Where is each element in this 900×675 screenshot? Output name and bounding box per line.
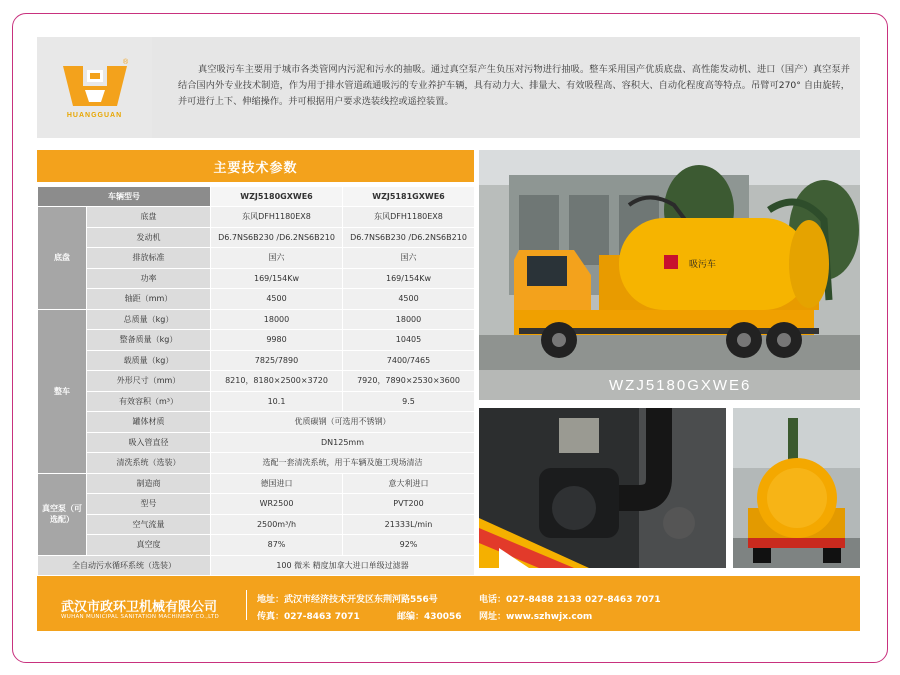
- rear-illustration: [733, 408, 860, 568]
- row-value-2: 7920，7890×2530×3600: [343, 371, 475, 392]
- spec-table: [37, 186, 475, 576]
- truck-illustration: [479, 150, 860, 400]
- row-label: 制造商: [87, 473, 211, 494]
- model-caption: WZJ5180GXWE6: [479, 370, 860, 400]
- row-label: 全自动污水循环系统（选装）: [38, 555, 211, 576]
- row-label: 外形尺寸（mm）: [87, 371, 211, 392]
- table-row: [38, 330, 475, 351]
- header-model-1: WZJ5180GXWE6: [211, 187, 343, 207]
- group-pump: [38, 473, 87, 555]
- logo-text: HUANGGUAN: [66, 112, 123, 119]
- row-value-1: 德国进口: [211, 473, 343, 494]
- row-label: 整备质量（kg）: [87, 330, 211, 351]
- row-value-1: 18000: [211, 309, 343, 330]
- row-label: 底盘: [87, 207, 211, 228]
- tank-label: 吸污车: [689, 260, 717, 270]
- table-row: [38, 494, 475, 515]
- row-value-1: 2500m³/h: [211, 514, 343, 535]
- row-label: 发动机: [87, 227, 211, 248]
- brand-logo: [37, 37, 152, 138]
- rear-photo: [733, 408, 860, 568]
- intro-paragraph: 真空吸污车主要用于城市各类管网内污泥和污水的抽吸。通过真空泵产生负压对污物进行抽吸。整车采用国产优质底盘、高性能发动机、进口（国产）真空泵并结合国内外专业技术制造，作为用于排水管道疏通吸污的专业养护车辆，具有动力大、排量大、有效吸程高、容积大、自动化程度高等特点。吊臂可270° 自由旋转，并可进行上下、伸缩操作。并可根据用户要求选装线控或遥控装置。: [178, 64, 850, 107]
- table-row: [38, 514, 475, 535]
- header-model-2: WZJ5181GXWE6: [343, 187, 475, 207]
- table-row: [38, 309, 475, 330]
- row-value-1: WR2500: [211, 494, 343, 515]
- table-row: [38, 248, 475, 269]
- table-header-row: [38, 187, 475, 207]
- row-label: 清洗系统（选装）: [87, 453, 211, 474]
- row-value-1: D6.7NS6B230 /D6.2NS6B210: [211, 227, 343, 248]
- row-value-2: 国六: [343, 248, 475, 269]
- table-row: [38, 473, 475, 494]
- row-value-2: 92%: [343, 535, 475, 556]
- table-row: [38, 371, 475, 392]
- header-label: 车辆型号: [38, 187, 211, 207]
- table-row: [38, 268, 475, 289]
- row-label: 排放标准: [87, 248, 211, 269]
- row-value-2: 7400/7465: [343, 350, 475, 371]
- row-label: 罐体材质: [87, 412, 211, 433]
- footer-website: 网址：www.szhwjx.com: [479, 612, 593, 622]
- crown-logo-icon: [57, 56, 133, 110]
- truck-photo: [479, 150, 860, 400]
- row-value-1: 国六: [211, 248, 343, 269]
- pump-illustration: [479, 408, 726, 568]
- company-name-en: WUHAN MUNICIPAL SANITATION MACHINERY CO.,LTD: [61, 614, 219, 620]
- row-value-1: 87%: [211, 535, 343, 556]
- footer-bar: [37, 576, 860, 631]
- row-label: 真空度: [87, 535, 211, 556]
- row-value-1: 东风DFH1180EX8: [211, 207, 343, 228]
- row-label: 载质量（kg）: [87, 350, 211, 371]
- row-label: 空气流量: [87, 514, 211, 535]
- table-row: [38, 350, 475, 371]
- footer-postcode: 邮编：430056: [397, 612, 462, 622]
- row-value-2: PVT200: [343, 494, 475, 515]
- row-value-2: 169/154Kw: [343, 268, 475, 289]
- row-label: 型号: [87, 494, 211, 515]
- company-name: 武汉市政环卫机械有限公司: [61, 600, 218, 615]
- row-value-2: D6.7NS6B230 /D6.2NS6B210: [343, 227, 475, 248]
- row-value-2: 东风DFH1180EX8: [343, 207, 475, 228]
- registered-mark: ®: [122, 59, 128, 66]
- table-row: [38, 412, 475, 433]
- row-value-merged: 100 微米 精度加拿大进口单级过滤器: [211, 555, 475, 576]
- row-value-2: 18000: [343, 309, 475, 330]
- row-value-merged: DN125mm: [211, 432, 475, 453]
- row-value-2: 意大利进口: [343, 473, 475, 494]
- row-value-1: 169/154Kw: [211, 268, 343, 289]
- row-value-1: 8210，8180×2500×3720: [211, 371, 343, 392]
- table-row: [38, 555, 475, 576]
- table-row: [38, 289, 475, 310]
- group-pump-label: 真空泵（可选配）: [42, 504, 82, 524]
- row-label: 有效容积（m³）: [87, 391, 211, 412]
- row-value-2: 9.5: [343, 391, 475, 412]
- footer-phone: 电话：027-8488 2133 027-8463 7071: [479, 595, 661, 605]
- group-vehicle: 整车: [38, 309, 87, 473]
- table-row: [38, 453, 475, 474]
- pump-photo: [479, 408, 726, 568]
- row-value-2: 21333L/min: [343, 514, 475, 535]
- row-value-1: 10.1: [211, 391, 343, 412]
- row-value-1: 7825/7890: [211, 350, 343, 371]
- row-label: 功率: [87, 268, 211, 289]
- row-label: 吸入管直径: [87, 432, 211, 453]
- row-value-merged: 选配一套清洗系统，用于车辆及施工现场清洁: [211, 453, 475, 474]
- table-row: [38, 227, 475, 248]
- row-value-2: 10405: [343, 330, 475, 351]
- row-value-2: 4500: [343, 289, 475, 310]
- table-row: [38, 207, 475, 228]
- table-title: 主要技术参数: [37, 150, 474, 182]
- footer-address: 地址：武汉市经济技术开发区东荆河路556号: [257, 595, 438, 605]
- row-value-merged: 优质碳钢（可选用不锈钢）: [211, 412, 475, 433]
- row-label: 轴距（mm）: [87, 289, 211, 310]
- footer-fax: 传真：027-8463 7071: [257, 612, 360, 622]
- table-row: [38, 432, 475, 453]
- row-label: 总质量（kg）: [87, 309, 211, 330]
- row-value-1: 4500: [211, 289, 343, 310]
- footer-divider: [246, 590, 247, 620]
- group-chassis: 底盘: [38, 207, 87, 310]
- row-value-1: 9980: [211, 330, 343, 351]
- table-row: [38, 535, 475, 556]
- table-row: [38, 391, 475, 412]
